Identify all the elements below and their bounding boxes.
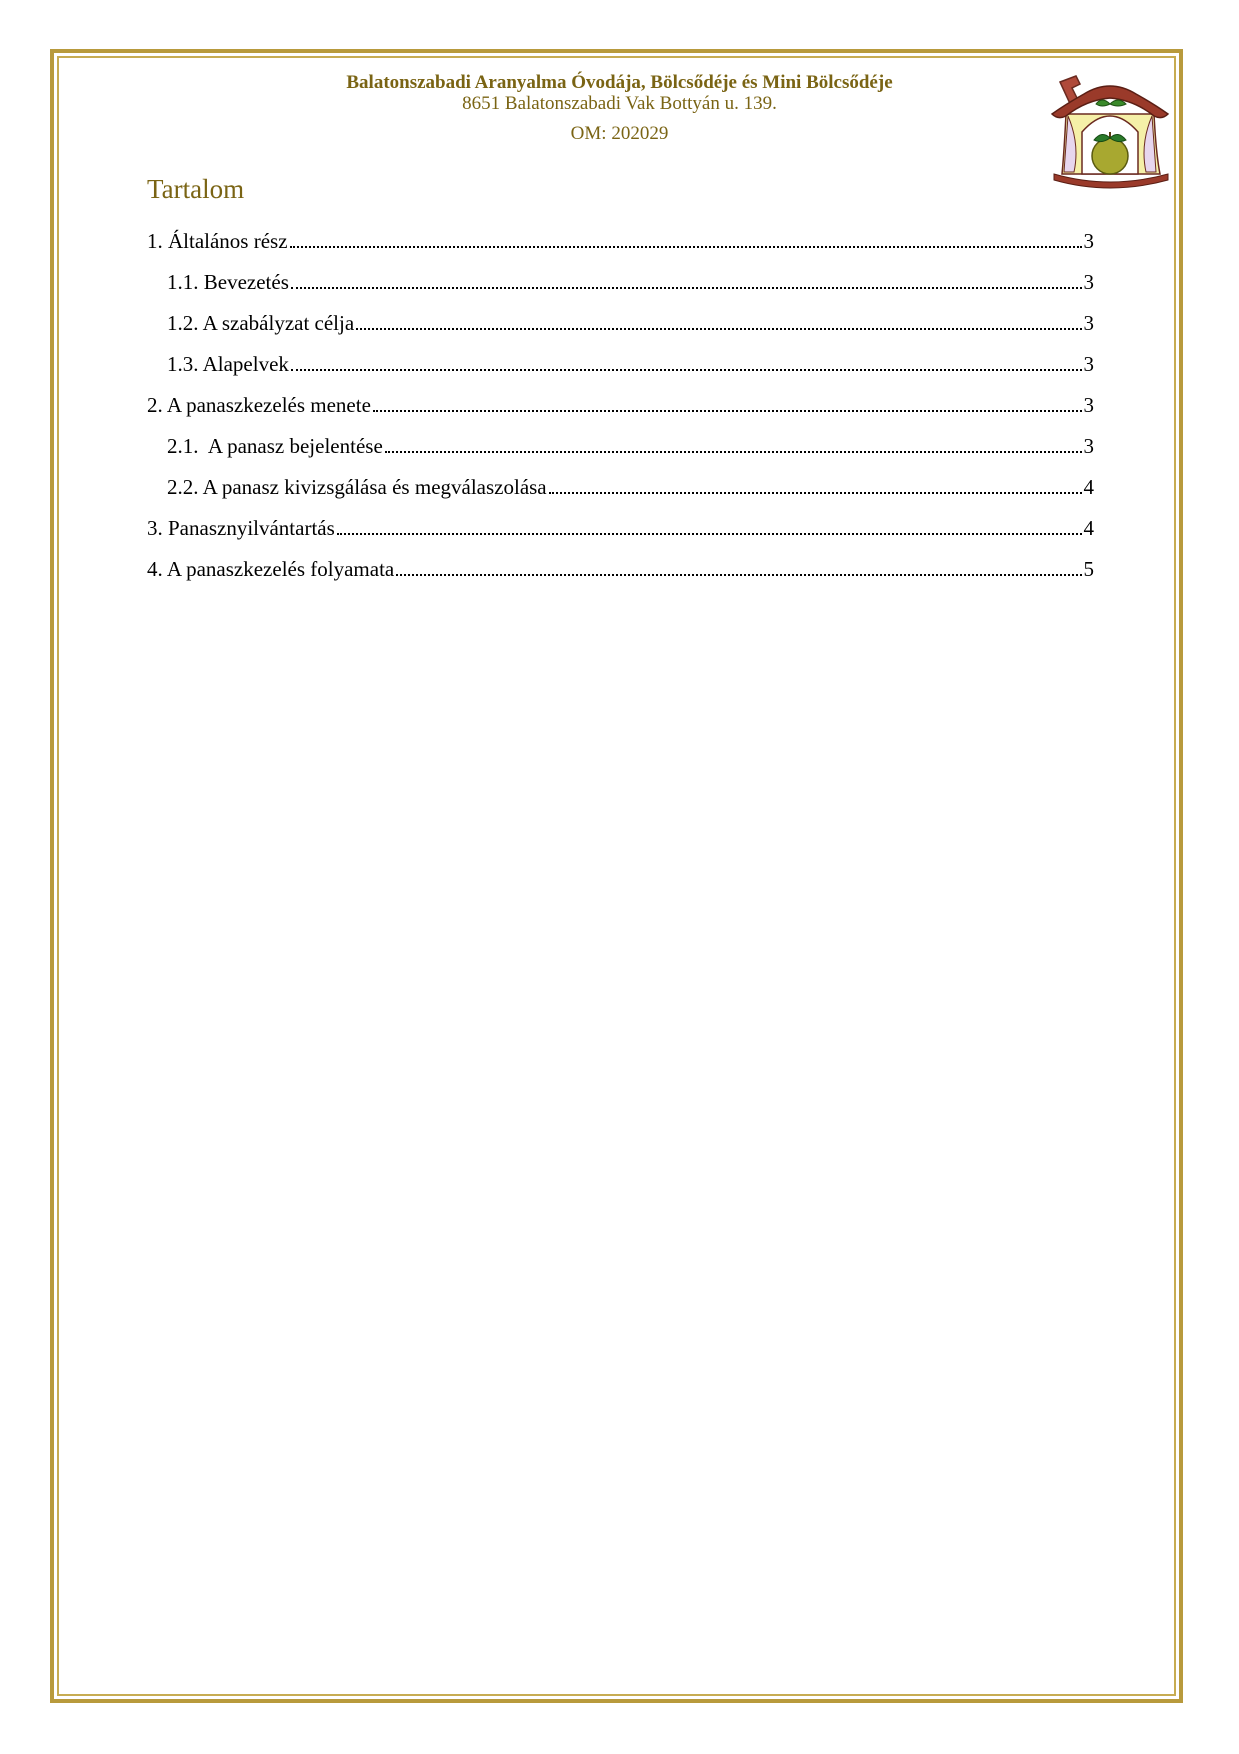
toc-entry-panasz-bejelentese[interactable] <box>147 426 1094 467</box>
toc-leader-dots <box>291 287 1082 289</box>
toc-entry-bevezetes[interactable] <box>147 262 1094 303</box>
toc-entry-label: 3. Panasznyilvántartás <box>147 516 335 540</box>
toc-leader-dots <box>290 246 1082 248</box>
toc-leader-dots <box>373 410 1082 412</box>
toc-leader-dots <box>356 328 1081 330</box>
toc-entry-page: 3 <box>1083 434 1094 458</box>
toc-entry-page: 4 <box>1083 475 1094 499</box>
toc-leader-dots <box>396 574 1081 576</box>
institution-om-id: OM: 202029 <box>570 123 669 144</box>
toc-entry-label: 1.3. Alapelvek <box>167 352 289 376</box>
table-of-contents <box>147 221 1094 590</box>
toc-entry-panasznyilvantartas[interactable] <box>147 508 1094 549</box>
institution-address: 8651 Balatonszabadi Vak Bottyán u. 139. <box>462 93 777 114</box>
apple-house-logo-icon <box>1050 74 1172 192</box>
toc-entry-label: 1. Általános rész <box>147 229 288 253</box>
toc-entry-szabalyzat-celja[interactable] <box>147 303 1094 344</box>
toc-entry-label: 2.2. A panasz kivizsgálása és megválaszolása <box>167 475 547 499</box>
toc-entry-label: 2.1. A panasz bejelentése <box>167 434 383 458</box>
toc-entry-label: 2. A panaszkezelés menete <box>147 393 371 417</box>
toc-entry-page: 3 <box>1083 270 1094 294</box>
toc-entry-page: 3 <box>1083 393 1094 417</box>
toc-entry-panaszkezeles-folyamata[interactable] <box>147 549 1094 590</box>
institution-name: Balatonszabadi Aranyalma Óvodája, Bölcsődéje és Mini Bölcsődéje <box>346 72 893 93</box>
toc-leader-dots <box>337 533 1082 535</box>
toc-leader-dots <box>549 492 1082 494</box>
toc-entry-page: 4 <box>1083 516 1094 540</box>
toc-entry-page: 3 <box>1083 311 1094 335</box>
toc-entry-page: 3 <box>1083 352 1094 376</box>
toc-entry-alapelvek[interactable] <box>147 344 1094 385</box>
toc-entry-panasz-kivizsgalasa[interactable] <box>147 467 1094 508</box>
toc-entry-label: 1.2. A szabályzat célja <box>167 311 355 335</box>
toc-entry-label: 4. A panaszkezelés folyamata <box>147 557 395 581</box>
toc-title: Tartalom <box>147 174 245 204</box>
toc-leader-dots <box>385 451 1082 453</box>
toc-entry-panaszkezeles-menete[interactable] <box>147 385 1094 426</box>
toc-entry-page: 5 <box>1083 557 1094 581</box>
toc-entry-label: 1.1. Bevezetés <box>167 270 289 294</box>
toc-leader-dots <box>291 369 1082 371</box>
toc-entry-altalanos-resz[interactable] <box>147 221 1094 262</box>
toc-entry-page: 3 <box>1083 229 1094 253</box>
